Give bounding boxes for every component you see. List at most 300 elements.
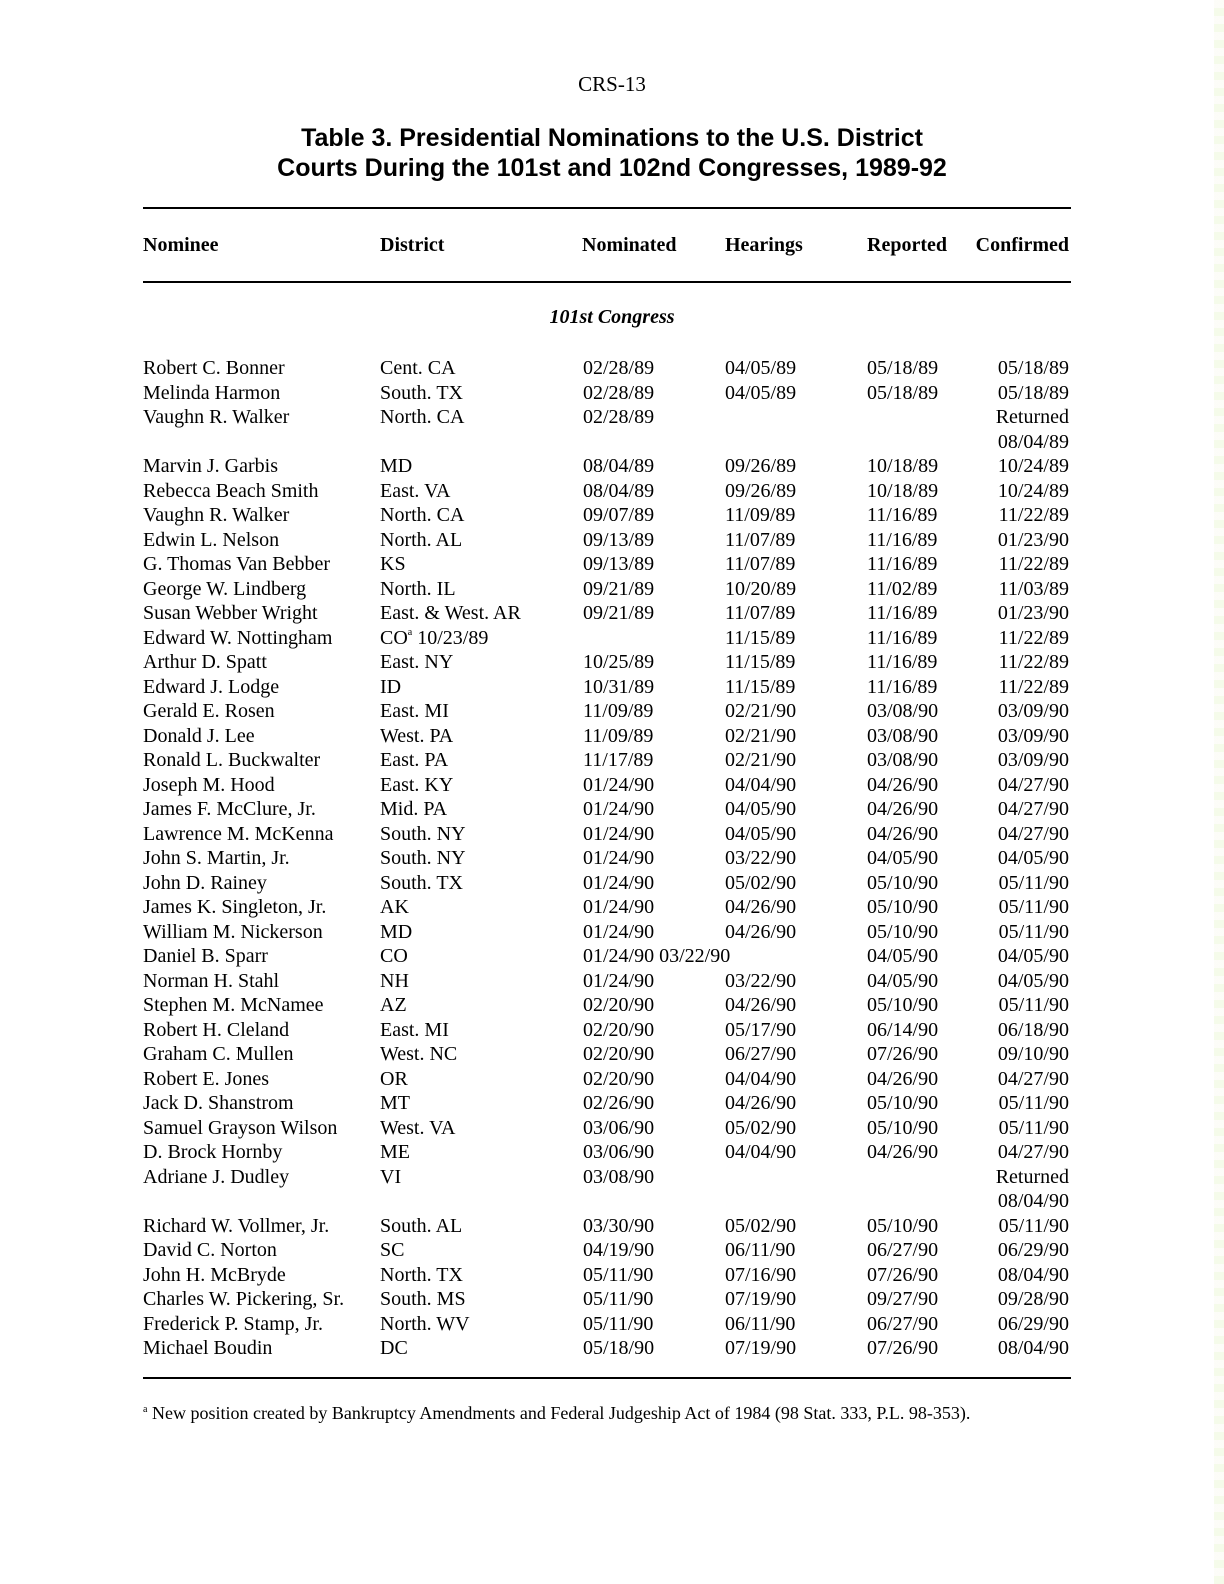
- confirmed-cell: [998, 1263, 1069, 1288]
- reported-cell: 05/18/89: [867, 357, 939, 379]
- table-row: [0, 1116, 1224, 1141]
- reported-cell: 11/16/89: [867, 528, 938, 551]
- district-cell: [380, 528, 462, 553]
- confirmed-value: 04/27/90: [997, 1141, 1069, 1163]
- confirmed-value: 10/24/89: [997, 455, 1069, 477]
- district-extra-date: 10/23/89: [412, 626, 489, 649]
- nominated-cell: 08/04/89: [583, 455, 655, 477]
- nominee-cell: Frederick P. Stamp, Jr.: [143, 1312, 323, 1335]
- confirmed-cell: [998, 944, 1069, 969]
- district-cell: [380, 1116, 455, 1141]
- district-cell: [380, 773, 453, 798]
- hearings-cell: 04/04/90: [725, 773, 797, 796]
- nominated-cell: 09/13/89: [583, 553, 655, 575]
- table-row: [0, 405, 1224, 454]
- confirmed-cell: [998, 454, 1069, 479]
- district-text: SC: [380, 1239, 405, 1261]
- confirmed-value: 04/27/90: [997, 773, 1069, 796]
- district-text: West. NC: [380, 1043, 458, 1065]
- nominated-cell: 09/21/89: [583, 577, 655, 600]
- nominee-cell: Vaughn R. Walker: [143, 504, 290, 526]
- hearings-cell: 04/05/89: [725, 357, 797, 379]
- reported-cell: 05/10/90: [867, 1116, 939, 1139]
- nominated-cell: 11/09/89: [583, 724, 654, 747]
- confirmed-cell: [998, 1042, 1069, 1067]
- nominated-cell: 01/24/90: [583, 773, 655, 796]
- confirmed-cell: [998, 1140, 1069, 1165]
- table-row: [0, 920, 1224, 945]
- confirmed-cell: [998, 773, 1069, 798]
- nominee-cell: John S. Martin, Jr.: [143, 847, 290, 869]
- table-title-line-1: Table 3. Presidential Nominations to the U.S. District: [301, 124, 923, 152]
- hearings-cell: 03/22/90: [725, 847, 797, 869]
- nominee-cell: D. Brock Hornby: [143, 1141, 283, 1163]
- nominee-cell: Stephen M. McNamee: [143, 994, 324, 1016]
- district-cell: [380, 1263, 463, 1288]
- confirmed-value: 04/27/90: [997, 822, 1069, 845]
- hearings-cell: 04/05/90: [725, 798, 797, 820]
- nominee-cell: James F. McClure, Jr.: [143, 798, 316, 820]
- confirmed-value: 01/23/90: [997, 602, 1069, 624]
- returned-date: 08/04/89: [997, 430, 1069, 453]
- table-row: [0, 1018, 1224, 1043]
- nominee-cell: James K. Singleton, Jr.: [143, 896, 327, 918]
- district-cell: [380, 724, 453, 749]
- table-row: [0, 822, 1224, 847]
- district-text: VI: [380, 1165, 402, 1188]
- confirmed-value: 08/04/90: [997, 1263, 1069, 1286]
- hearings-cell: 11/15/89: [725, 651, 796, 673]
- district-text: East. PA: [380, 749, 449, 771]
- confirmed-cell: [999, 920, 1069, 945]
- district-text: NH: [380, 969, 409, 992]
- district-text: East. MI: [380, 700, 449, 722]
- header-hearings: Hearings: [725, 234, 803, 256]
- confirmed-cell: [998, 748, 1069, 773]
- reported-cell: 05/10/90: [867, 1092, 939, 1114]
- reported-cell: 11/16/89: [867, 602, 938, 624]
- confirmed-cell: [999, 650, 1069, 675]
- nominee-cell: Gerald E. Rosen: [143, 700, 275, 722]
- nominee-cell: Melinda Harmon: [143, 381, 281, 404]
- reported-cell: 04/26/90: [867, 798, 939, 820]
- district-text: East. NY: [380, 651, 454, 673]
- reported-cell: 07/26/90: [867, 1263, 939, 1286]
- nominated-cell: 05/11/90: [583, 1312, 654, 1335]
- confirmed-cell: [998, 699, 1069, 724]
- header-rule: [143, 281, 1071, 283]
- confirmed-cell: [998, 356, 1069, 381]
- district-text: South. NY: [380, 847, 466, 869]
- confirmed-value: 05/11/90: [998, 1092, 1069, 1114]
- table-row: [0, 454, 1224, 479]
- nominated-cell: 09/07/89: [583, 504, 655, 526]
- confirmed-cell: [999, 871, 1069, 896]
- district-text: North. WV: [380, 1312, 470, 1335]
- confirmed-value: 05/11/90: [998, 896, 1069, 918]
- confirmed-value: 06/18/90: [997, 1018, 1069, 1041]
- table-row: [0, 724, 1224, 749]
- hearings-cell: 11/07/89: [725, 553, 796, 575]
- district-cell: [380, 1312, 470, 1337]
- district-text: DC: [380, 1337, 408, 1359]
- top-rule: [143, 207, 1071, 209]
- nominee-cell: Graham C. Mullen: [143, 1043, 294, 1065]
- nominee-cell: David C. Norton: [143, 1239, 277, 1261]
- nominee-cell: Daniel B. Sparr: [143, 945, 268, 967]
- nominated-cell: 02/20/90: [583, 1018, 655, 1041]
- district-cell: [380, 797, 447, 822]
- hearings-cell: 10/20/89: [725, 577, 797, 600]
- confirmed-value: 09/10/90: [997, 1043, 1069, 1065]
- header-reported: Reported: [867, 234, 947, 256]
- district-cell: [380, 1067, 408, 1092]
- table-row: [0, 552, 1224, 577]
- confirmed-cell: [999, 1214, 1069, 1239]
- district-text: AZ: [380, 994, 407, 1016]
- nominated-cell: 01/24/90: [583, 969, 655, 992]
- reported-cell: 11/16/89: [867, 504, 938, 526]
- confirmed-value: 04/05/90: [997, 945, 1069, 967]
- hearings-cell: 07/19/90: [725, 1288, 797, 1310]
- table-row: [0, 944, 1224, 969]
- nominee-cell: Arthur D. Spatt: [143, 651, 267, 673]
- hearings-cell: 05/02/90: [725, 1214, 797, 1237]
- hearings-cell: 05/17/90: [725, 1018, 797, 1041]
- district-cell: [380, 1214, 462, 1239]
- district-text: Cent. CA: [380, 357, 456, 379]
- hearings-cell: 07/16/90: [725, 1263, 797, 1286]
- hearings-cell: 05/02/90: [725, 871, 797, 894]
- table-row: [0, 969, 1224, 994]
- confirmed-cell: [999, 503, 1069, 528]
- footnote-marker: a: [143, 1404, 148, 1415]
- district-cell: [380, 1336, 408, 1361]
- nominated-cell: 05/11/90: [583, 1263, 654, 1286]
- district-cell: [380, 944, 408, 969]
- confirmed-cell: [998, 1018, 1069, 1043]
- confirmed-value: 03/09/90: [997, 724, 1069, 747]
- confirmed-value: 10/24/89: [997, 479, 1069, 502]
- confirmed-cell: [999, 993, 1069, 1018]
- district-text: CO: [380, 945, 408, 967]
- confirmed-cell: [996, 405, 1069, 454]
- confirmed-value: 04/05/90: [997, 969, 1069, 992]
- table-row: [0, 1140, 1224, 1165]
- table-row: [0, 675, 1224, 700]
- district-cell: [380, 1165, 401, 1190]
- reported-cell: 11/16/89: [867, 626, 938, 649]
- table-title-line-2: Courts During the 101st and 102nd Congresses, 1989-92: [277, 154, 947, 182]
- table-row: [0, 699, 1224, 724]
- hearings-cell: 04/26/90: [725, 920, 797, 943]
- confirmed-cell: [998, 601, 1069, 626]
- reported-cell: 07/26/90: [867, 1337, 939, 1359]
- nominated-cell: 01/24/90: [583, 871, 655, 894]
- confirmed-cell: [999, 552, 1069, 577]
- district-text: South. AL: [380, 1214, 463, 1237]
- hearings-cell: 04/26/90: [725, 994, 797, 1016]
- reported-cell: 11/16/89: [867, 651, 938, 673]
- table-body: [0, 356, 1224, 1361]
- district-text: East. VA: [380, 479, 451, 502]
- confirmed-cell: [998, 1312, 1069, 1337]
- district-text: Mid. PA: [380, 798, 448, 820]
- nominee-cell: Robert H. Cleland: [143, 1018, 290, 1041]
- page-number: CRS-13: [578, 72, 646, 96]
- table-row: [0, 748, 1224, 773]
- table-row: [0, 797, 1224, 822]
- nominated-cell: 02/28/89: [583, 406, 655, 428]
- confirmed-value: 05/18/89: [997, 381, 1069, 404]
- reported-cell: 10/18/89: [867, 479, 939, 502]
- nominee-cell: Marvin J. Garbis: [143, 455, 278, 477]
- district-cell: [380, 454, 412, 479]
- table-row: [0, 1067, 1224, 1092]
- hearings-cell: 04/26/90: [725, 1092, 797, 1114]
- district-cell: [380, 601, 521, 626]
- nominated-cell: 01/24/90 03/22/90: [583, 945, 731, 967]
- table-row: [0, 381, 1224, 406]
- nominated-cell: 05/18/90: [583, 1337, 655, 1359]
- hearings-cell: 02/21/90: [725, 700, 797, 722]
- nominee-cell: Michael Boudin: [143, 1337, 273, 1359]
- table-row: [0, 1214, 1224, 1239]
- nominee-cell: Edward J. Lodge: [143, 675, 280, 698]
- section-heading-101st-congress: 101st Congress: [549, 306, 675, 328]
- district-cell: [380, 1140, 410, 1165]
- district-text: MD: [380, 455, 413, 477]
- district-text: West. VA: [380, 1116, 456, 1139]
- reported-cell: 07/26/90: [867, 1043, 939, 1065]
- confirmed-value: 03/09/90: [997, 749, 1069, 771]
- nominee-cell: George W. Lindberg: [143, 577, 307, 600]
- district-text: East. MI: [380, 1018, 449, 1041]
- nominee-cell: Edward W. Nottingham: [143, 626, 333, 649]
- hearings-cell: 09/26/89: [725, 455, 797, 477]
- hearings-cell: 05/02/90: [725, 1116, 797, 1139]
- reported-cell: 05/10/90: [867, 994, 939, 1016]
- confirmed-cell: [999, 1091, 1069, 1116]
- table-row: [0, 1336, 1224, 1361]
- header-nominated: Nominated: [582, 234, 677, 256]
- nominee-cell: Robert E. Jones: [143, 1067, 270, 1090]
- reported-cell: 05/18/89: [867, 381, 939, 404]
- nominee-cell: Ronald L. Buckwalter: [143, 749, 321, 771]
- hearings-cell: 06/11/90: [725, 1312, 796, 1335]
- confirmed-value: 05/11/90: [998, 920, 1069, 943]
- hearings-cell: 03/22/90: [725, 969, 797, 992]
- confirmed-value: 09/28/90: [997, 1288, 1069, 1310]
- nominated-cell: 02/26/90: [583, 1092, 655, 1114]
- confirmed-value: 11/03/89: [998, 577, 1069, 600]
- district-cell: [380, 895, 409, 920]
- hearings-cell: 02/21/90: [725, 749, 797, 771]
- nominee-cell: John H. McBryde: [143, 1263, 286, 1286]
- district-cell: [380, 871, 463, 896]
- nominated-cell: 04/19/90: [583, 1239, 655, 1261]
- table-row: [0, 503, 1224, 528]
- table-row: [0, 895, 1224, 920]
- district-text: North. CA: [380, 504, 465, 526]
- confirmed-cell: [999, 895, 1069, 920]
- footnote-text: New position created by Bankruptcy Amendments and Federal Judgeship Act of 1984 (98 Stat. 333, P.L. 98-353).: [151, 1403, 971, 1423]
- hearings-cell: 09/26/89: [725, 479, 797, 502]
- confirmed-value: 04/05/90: [997, 847, 1069, 869]
- district-text: KS: [380, 553, 406, 575]
- table-row: [0, 1238, 1224, 1263]
- district-text: OR: [380, 1067, 408, 1090]
- nominated-cell: 09/13/89: [583, 528, 655, 551]
- confirmed-value: 05/11/90: [998, 1214, 1069, 1237]
- confirmed-cell: [996, 1165, 1069, 1214]
- confirmed-cell: [998, 822, 1069, 847]
- table-row: [0, 479, 1224, 504]
- confirmed-value: 06/29/90: [997, 1312, 1069, 1335]
- hearings-cell: 04/04/90: [725, 1067, 797, 1090]
- hearings-cell: 11/07/89: [725, 528, 796, 551]
- district-text: South. TX: [380, 381, 463, 404]
- confirmed-value: 11/22/89: [998, 504, 1069, 526]
- table-row: [0, 1165, 1224, 1214]
- district-cell: [380, 650, 453, 675]
- confirmed-cell: [998, 381, 1069, 406]
- hearings-cell: 06/27/90: [725, 1043, 797, 1065]
- reported-cell: 04/26/90: [867, 1067, 939, 1090]
- confirmed-cell: [999, 626, 1069, 651]
- district-cell: [380, 846, 466, 871]
- header-district: District: [380, 234, 445, 256]
- table-row: [0, 626, 1224, 651]
- reported-cell: 11/16/89: [867, 675, 938, 698]
- table-row: [0, 1263, 1224, 1288]
- nominee-cell: Charles W. Pickering, Sr.: [143, 1288, 345, 1310]
- district-cell: [380, 1018, 449, 1043]
- reported-cell: 03/08/90: [867, 700, 939, 722]
- reported-cell: 05/10/90: [867, 896, 939, 918]
- nominee-cell: Edwin L. Nelson: [143, 528, 280, 551]
- nominated-cell: 08/04/89: [583, 479, 655, 502]
- district-cell: [380, 748, 448, 773]
- hearings-cell: 02/21/90: [725, 724, 797, 747]
- table-row: [0, 356, 1224, 381]
- header-nominee: Nominee: [143, 234, 219, 256]
- reported-cell: 04/05/90: [867, 847, 939, 869]
- nominated-cell: 05/11/90: [583, 1288, 654, 1310]
- nominee-cell: G. Thomas Van Bebber: [143, 553, 331, 575]
- nominee-cell: Robert C. Bonner: [143, 357, 285, 379]
- table-row: [0, 1091, 1224, 1116]
- reported-cell: 06/27/90: [867, 1239, 939, 1261]
- nominated-cell: 03/30/90: [583, 1214, 655, 1237]
- confirmed-value: 04/27/90: [997, 798, 1069, 820]
- hearings-cell: 04/04/90: [725, 1141, 797, 1163]
- nominee-cell: Susan Webber Wright: [143, 602, 318, 624]
- district-text: ME: [380, 1141, 410, 1163]
- nominated-cell: 03/06/90: [583, 1116, 655, 1139]
- confirmed-value: 11/22/89: [998, 626, 1069, 649]
- confirmed-value: 01/23/90: [997, 528, 1069, 551]
- reported-cell: 11/16/89: [867, 553, 938, 575]
- nominated-cell: 03/08/90: [583, 1165, 655, 1188]
- confirmed-value: 05/11/90: [998, 871, 1069, 894]
- district-cell: [380, 503, 464, 528]
- reported-cell: 04/26/90: [867, 1141, 939, 1163]
- district-text: South. MS: [380, 1288, 466, 1310]
- nominee-cell: Lawrence M. McKenna: [143, 822, 334, 845]
- nominee-cell: Joseph M. Hood: [143, 773, 275, 796]
- reported-cell: 05/10/90: [867, 920, 939, 943]
- table-row: [0, 993, 1224, 1018]
- district-text: North. TX: [380, 1263, 463, 1286]
- table-row: [0, 1287, 1224, 1312]
- nominee-cell: John D. Rainey: [143, 871, 267, 894]
- reported-cell: 04/26/90: [867, 773, 939, 796]
- confirmed-cell: [998, 1067, 1069, 1092]
- confirmed-value: 04/27/90: [997, 1067, 1069, 1090]
- nominated-cell: 10/31/89: [583, 675, 655, 698]
- district-cell: [380, 969, 409, 994]
- district-text: North. CA: [380, 406, 465, 428]
- district-text: MT: [380, 1092, 410, 1114]
- hearings-cell: 11/07/89: [725, 602, 796, 624]
- confirmed-cell: [998, 797, 1069, 822]
- confirmed-cell: [998, 724, 1069, 749]
- table-row: [0, 528, 1224, 553]
- reported-cell: 06/27/90: [867, 1312, 939, 1335]
- district-text: North. AL: [380, 528, 463, 551]
- table-row: [0, 773, 1224, 798]
- nominated-cell: 01/24/90: [583, 896, 655, 918]
- nominated-cell: 02/28/89: [583, 381, 655, 404]
- hearings-cell: 04/05/89: [725, 381, 797, 404]
- reported-cell: 09/27/90: [867, 1288, 939, 1310]
- confirmed-value: 05/11/90: [998, 1116, 1069, 1139]
- nominated-cell: 01/24/90: [583, 847, 655, 869]
- confirmed-value: 11/22/89: [998, 553, 1069, 575]
- nominee-cell: Jack D. Shanstrom: [143, 1092, 294, 1114]
- nominated-cell: 01/24/90: [583, 920, 655, 943]
- table-title: [0, 123, 1224, 183]
- confirmed-value: 06/29/90: [997, 1239, 1069, 1261]
- confirmed-cell: [998, 479, 1069, 504]
- district-cell: [380, 479, 450, 504]
- table-row: [0, 577, 1224, 602]
- district-cell: [380, 1091, 410, 1116]
- nominee-cell: Donald J. Lee: [143, 724, 255, 747]
- reported-cell: 11/02/89: [867, 577, 938, 600]
- district-text: East. KY: [380, 773, 454, 796]
- reported-cell: 04/05/90: [867, 969, 939, 992]
- confirmed-value: 03/09/90: [997, 700, 1069, 722]
- reported-cell: 04/26/90: [867, 822, 939, 845]
- nominee-cell: Richard W. Vollmer, Jr.: [143, 1214, 330, 1237]
- district-cell: [380, 920, 412, 945]
- reported-cell: 03/08/90: [867, 749, 939, 771]
- footnote: [143, 1403, 970, 1424]
- district-cell: [380, 381, 463, 406]
- district-cell: [380, 1238, 404, 1263]
- table-row: [0, 846, 1224, 871]
- confirmed-cell: [998, 969, 1069, 994]
- nominated-cell: 02/20/90: [583, 1067, 655, 1090]
- nominee-cell: Samuel Grayson Wilson: [143, 1116, 338, 1139]
- district-cell: [380, 577, 456, 602]
- nominee-cell: Adriane J. Dudley: [143, 1165, 290, 1188]
- footnote-ref: a: [407, 626, 413, 638]
- district-text: MD: [380, 920, 413, 943]
- nominee-cell: Rebecca Beach Smith: [143, 479, 319, 502]
